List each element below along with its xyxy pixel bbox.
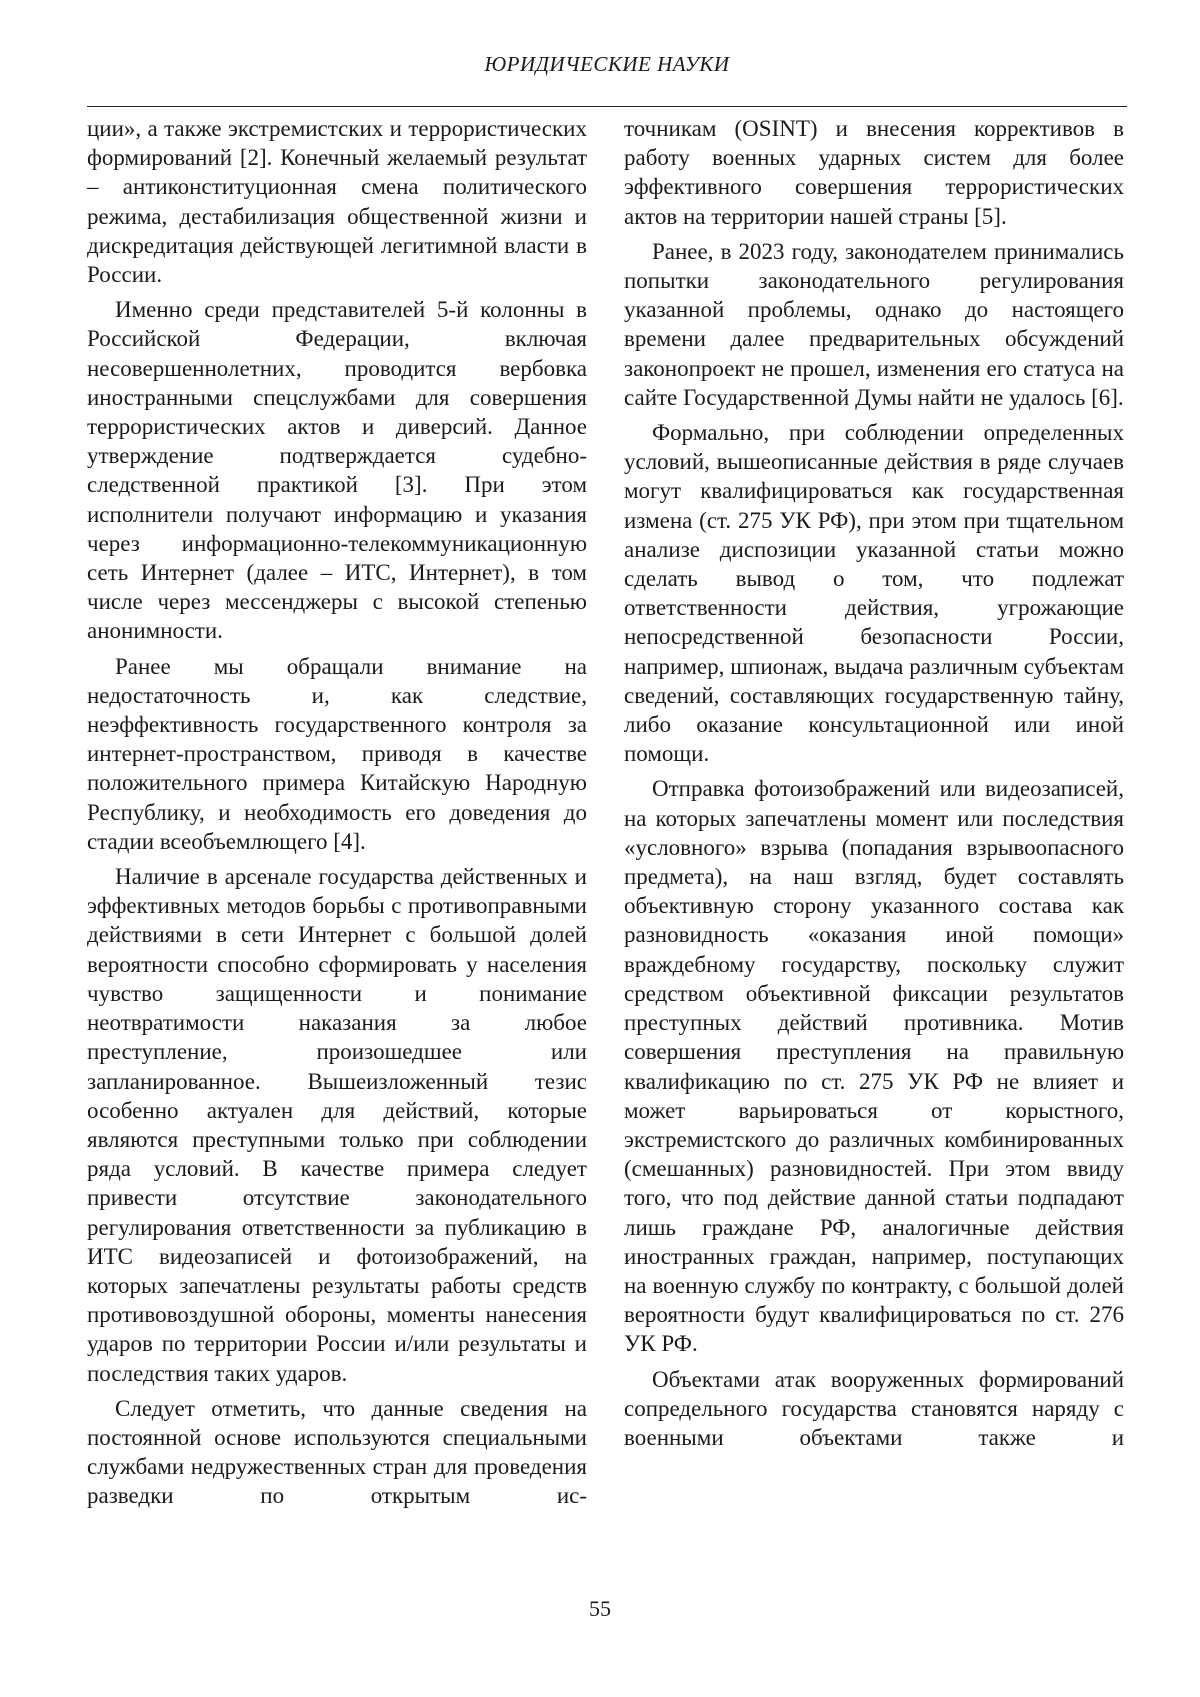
right-paragraph-5: Объектами атак вооруженных формирований сопредельного государства становятся наряду с военными объектами также и [624, 1366, 1124, 1450]
left-column [87, 114, 587, 1517]
right-paragraph-3: Формально, при соблюдении определенных условий, вышеописанные действия в ряде случаев могут квалифицироваться как государственная измена (ст. 275 УК РФ), при этом при тщательном анализе диспозиции указанной статьи можно сделать вывод о том, что подлежат ответственности действия, угрожающие непосредственной безопасности России, например, шпионаж, выдача различным субъектам сведений, составляющих государственную тайну, либо оказание консультационной или иной помощи. [624, 420, 1124, 767]
running-head: ЮРИДИЧЕСКИЕ НАУКИ [484, 52, 730, 76]
right-column [624, 114, 1124, 1458]
right-paragraph-1: точникам (OSINT) и внесения коррективов в работу военных ударных систем для более эффективного совершения террористических актов на территории нашей страны [5]. [624, 116, 1124, 229]
right-paragraph-2: Ранее, в 2023 году, законодателем принимались попытки законодательного регулирования указанной проблемы, однако до настоящего времени далее предварительных обсуждений законопроект не прошел, изменения его статуса на сайте Государственной Думы найти не удалось [6]. [624, 238, 1124, 410]
left-paragraph-3: Ранее мы обращали внимание на недостаточность и, как следствие, неэффективность государственного контроля за интернет-пространством, приводя в качестве положительного примера Китайскую Народную Республику, и необходимость его доведения до стадии всеобъемлющего [4]. [87, 653, 587, 854]
header-rule [87, 106, 1127, 107]
left-paragraph-2: Именно среди представителей 5-й колонны в Российской Федерации, включая несовершеннолетних, проводится вербовка иностранными спецслужбами для совершения террористических актов и диверсий. Данное утверждение подтверждается судебно-следственной практикой [3]. При этом исполнители получают информацию и указания через информационно-телекоммуникационную сеть Интернет (далее – ИТС, Интернет), в том числе через мессенджеры с высокой степенью анонимности. [87, 297, 587, 644]
page-number: 55 [589, 1596, 611, 1621]
right-paragraph-4: Отправка фотоизображений или видеозаписей, на которых запечатлены момент или последствия «условного» взрыва (попадания взрывоопасного предмета), на наш взгляд, будет составлять объективную сторону указанного состава как разновидность «оказания иной помощи» враждебному государству, поскольку служит средством объективной фиксации результатов преступных действий противника. Мотив совершения преступления на правильную квалификацию по ст. 275 УК РФ не влияет и может варьироваться от корыстного, экстремистского до различных комбинированных (смешанных) разновидностей. При этом ввиду того, что под действие данной статьи подпадают лишь граждане РФ, аналогичные действия иностранных граждан, например, поступающих на военную службу по контракту, с большой долей вероятности будут квалифицироваться по ст. 276 УК РФ. [624, 776, 1124, 1357]
left-paragraph-5: Следует отметить, что данные сведения на постоянной основе используются специальными службами недружественных стран для проведения разведки по открытым ис- [87, 1395, 587, 1509]
left-paragraph-1: ции», а также экстремистских и террористических формирований [2]. Конечный желаемый результат – антиконституционная смена политического режима, дестабилизация общественной жизни и дискредитация действующей легитимной власти в России. [87, 116, 587, 288]
left-paragraph-4: Наличие в арсенале государства действенных и эффективных методов борьбы с противоправными действиями в сети Интернет с большой долей вероятности способно сформировать у населения чувство защищенности и понимание неотвратимости наказания за любое преступление, произошедшее или запланированное. Вышеизложенный тезис особенно актуален для действий, которые являются преступными только при соблюдении ряда условий. В качестве примера следует привести отсутствие законодательного регулирования ответственности за публикацию в ИТС видеозаписей и фотоизображений, на которых запечатлены результаты работы средств противовоздушной обороны, моменты нанесения ударов по территории России и/или результаты и последствия таких ударов. [87, 864, 587, 1386]
